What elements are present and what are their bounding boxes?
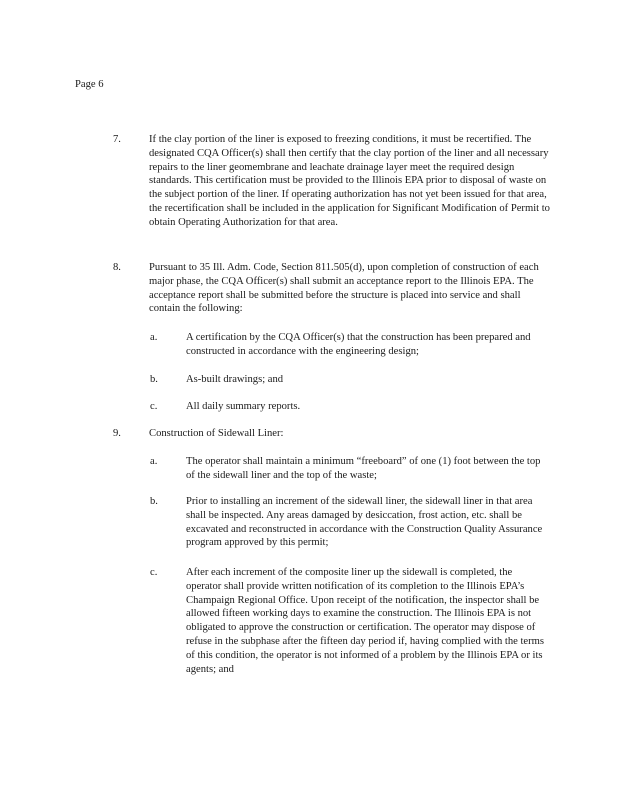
subitem-label: c. <box>150 567 158 578</box>
subitem-9b <box>150 495 550 550</box>
subitem-text: As-built drawings; and <box>186 374 284 385</box>
item-number: 9. <box>113 428 121 439</box>
item-text: Construction of Sidewall Liner: <box>149 428 284 439</box>
item-number: 8. <box>113 262 121 273</box>
subitem-label: b. <box>150 496 158 507</box>
condition-item-7 <box>113 133 553 230</box>
item-text: If the clay portion of the liner is exposed to freezing conditions, it must be recertified. The designated CQA Officer(s) shall then certify that the clay portion of the liner and all necessary repairs to the liner geomembrane and leachate drainage layer meet the required design standards. This certification must be provided to the Illinois EPA prior to disposal of waste on the subject portion of the liner. If operating authorization has not yet been issued for that area, the recertification shall be included in the application for Significant Modification of Permit to obtain Operating Authorization for that area. <box>149 134 550 228</box>
item-text: Pursuant to 35 Ill. Adm. Code, Section 811.505(d), upon completion of construction of each major phase, the CQA Officer(s) shall submit an acceptance report to the Illinois EPA. The acceptance report shall be submitted before the structure is placed into service and shall contain the following: <box>149 262 539 315</box>
subitem-8b <box>150 373 550 387</box>
page-number: Page 6 <box>75 79 104 90</box>
subitem-label: a. <box>150 456 158 467</box>
subitem-text: Prior to installing an increment of the sidewall liner, the sidewall liner in that area shall be inspected. Any areas damaged by desiccation, frost action, etc. shall be excavated and reconstructed in accordance with the Construction Quality Assurance program approved by this permit; <box>186 496 543 549</box>
subitem-text: The operator shall maintain a minimum “freeboard” of one (1) foot between the top of the sidewall liner and the top of the waste; <box>186 456 541 481</box>
subitem-text: A certification by the CQA Officer(s) that the construction has been prepared and constructed in accordance with the engineering design; <box>186 332 531 357</box>
subitem-8c <box>150 400 550 414</box>
subitem-9a <box>150 455 550 483</box>
subitem-label: c. <box>150 401 158 412</box>
item-number: 7. <box>113 134 121 145</box>
subitem-text: All daily summary reports. <box>186 401 301 412</box>
subitem-8a <box>150 331 550 359</box>
subitem-9c <box>150 566 550 676</box>
subitem-label: a. <box>150 332 158 343</box>
subitem-label: b. <box>150 374 158 385</box>
subitem-text: After each increment of the composite liner up the sidewall is completed, the operator shall provide written notification of its completion to the Illinois EPA’s Champaign Regional Office. Upon receipt of the notification, the inspector shall be allowed fifteen working days to examine the construction. The Illinois EPA is not obligated to approve the construction or certification. The operator may dispose of refuse in the subphase after the fifteen day period if, having complied with the terms of this condition, the operator is not informed of a problem by the Illinois EPA or its agents; and <box>186 567 545 675</box>
condition-item-8 <box>113 261 553 316</box>
condition-item-9 <box>113 427 553 441</box>
